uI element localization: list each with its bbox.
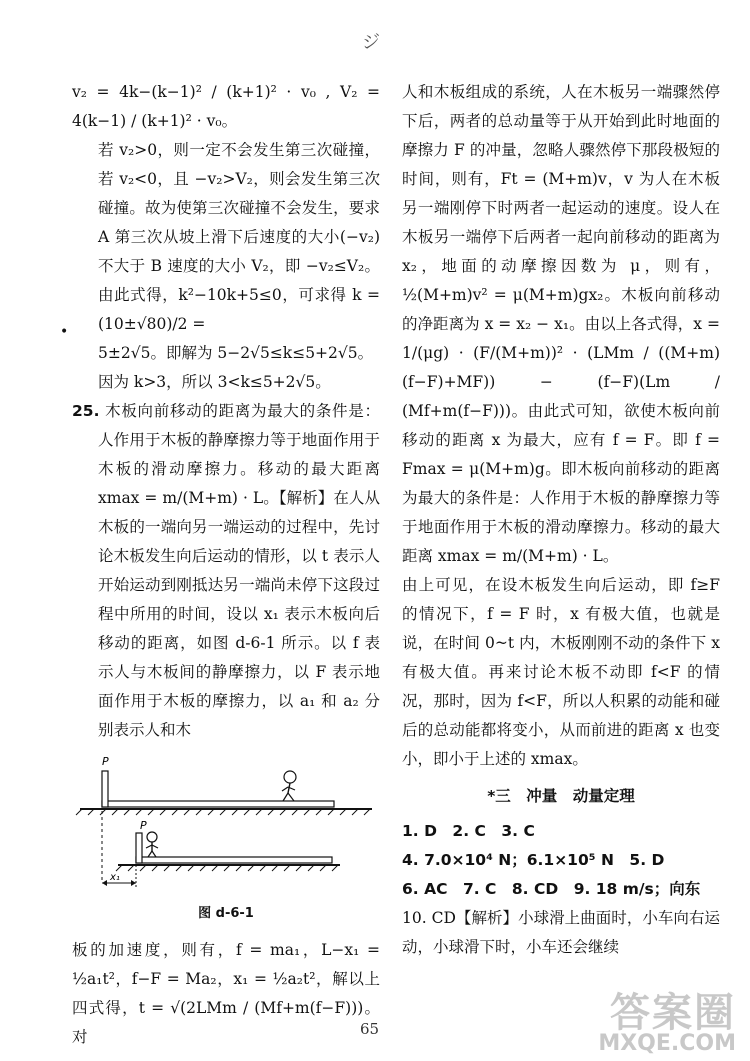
section-title: *三 冲量 动量定理: [487, 787, 635, 805]
answer-line: 10. CD【解析】小球滑上曲面时，小车向右运动，小球滑下时，小车还会继续: [402, 909, 720, 956]
answer-line: 6. AC 7. C 8. CD 9. 18 m/s；向东: [402, 880, 701, 898]
watermark-line2: MXQE.COM: [598, 1031, 736, 1056]
paragraph: 由上可见，在设木板发生向后运动，即 f≥F 的情况下，f = F 时，x 有极大值，也就是说，在时间 0~t 内，木板刚刚不动的条件下 x 有极大值。再来讨论木板不动即 f<F 的情况，那时，因为 f<F，所以人积累的动能和碰后的总动能都将变小，从而前进的距离 x 也变小，即小于上述的 xmax。: [402, 576, 720, 768]
paragraph: 5±2√5。即解为 5−2√5≤k≤5+2√5。: [98, 344, 374, 362]
paragraph: 因为 k>3，所以 3<k≤5+2√5。: [98, 373, 331, 391]
answer-line: 4. 7.0×10⁴ N；6.1×10⁵ N 5. D: [402, 851, 665, 869]
formula-line: v₂ = 4k−(k−1)² / (k+1)² · v₀ , V₂ = 4(k−1) / (k+1)² · v₀。: [72, 83, 380, 130]
page-number: 65: [360, 1020, 380, 1038]
watermark: [598, 990, 736, 1056]
label-p-bottom: P: [140, 819, 147, 832]
top-scene: [76, 771, 372, 815]
figure-caption: 图 d-6-1: [198, 906, 254, 921]
label-p-top: P: [102, 755, 109, 768]
right-column: [402, 78, 720, 962]
margin-dot: •: [60, 324, 69, 340]
header-decoration: ジ: [362, 32, 380, 53]
paragraph: 板的加速度，则有，f = ma₁，L−x₁ = ½a₁t²，f−F = Ma₂，x₁ = ½a₂t²，解以上四式得，t = √(2LMm / (Mf+m(f−F)))。对: [72, 941, 380, 1046]
figure-d-6-1: [72, 753, 380, 893]
question-25: [72, 397, 380, 745]
answer-line: 1. D 2. C 3. C: [402, 822, 535, 840]
question-number: 25.: [72, 402, 100, 420]
figure-diagram: [72, 753, 380, 893]
paragraph: 若 v₂>0，则一定不会发生第三次碰撞，若 v₂<0，且 −v₂>V₂，则会发生第三次碰撞。故为使第三次碰撞不会发生，要求 A 第三次从坡上滑下后速度的大小(−v₂)不大于 B 速度的大小 V₂，即 −v₂≤V₂。由此式得，k²−10k+5≤0，可求得 k = (10±√80)/2 =: [98, 141, 380, 333]
question-text: 木板向前移动的距离为最大的条件是：人作用于木板的静摩擦力等于地面作用于木板的滑动摩擦力。移动的最大距离 xmax = m/(M+m) · L。【解析】在人从木板的一端向另一端运动的过程中，先讨论木板发生向后运动的情形，以 t 表示人开始运动到刚抵达另一端尚未停下这段过程中所用的时间，设以 x₁ 表示木板向后移动的距离，如图 d-6-1 所示。以 f 表示人与木板间的静摩擦力，以 F 表示地面作用于木板的摩擦力，以 a₁ 和 a₂ 分别表示人和木: [98, 402, 380, 739]
paragraph: 人和木板组成的系统，人在木板另一端骤然停下后，两者的总动量等于从开始到此时地面的摩擦力 F 的冲量，忽略人骤然停下那段极短的时间，则有，Ft = (M+m)v，v 为人在木板另一端刚停下时两者一起运动的速度。设人在木板另一端停下后两者一起向前移动的距离为 x₂，地面的动摩擦因数为 μ，则有，½(M+m)v² = μ(M+m)gx₂。木板向前移动的净距离为 x = x₂ − x₁。由以上各式得，x = 1/(μg) · (F/(M+m))² · (LMm / ((M+m)(f−F)+MF)) − (f−F)(Lm / (Mf+m(f−F)))。由此式可知，欲使木板向前移动的距离 x 为最大，应有 f = F。即 f = Fmax = μ(M+m)g。即木板向前移动的距离为最大的条件是：人作用于木板的静摩擦力等于地面作用于木板的滑动摩擦力。移动的最大距离 xmax = m/(M+m) · L。: [402, 83, 720, 565]
label-x1: x₁: [110, 872, 120, 883]
bottom-scene: [116, 832, 340, 871]
watermark-line1: 答案圈: [610, 990, 736, 1036]
left-column: [72, 78, 380, 1052]
